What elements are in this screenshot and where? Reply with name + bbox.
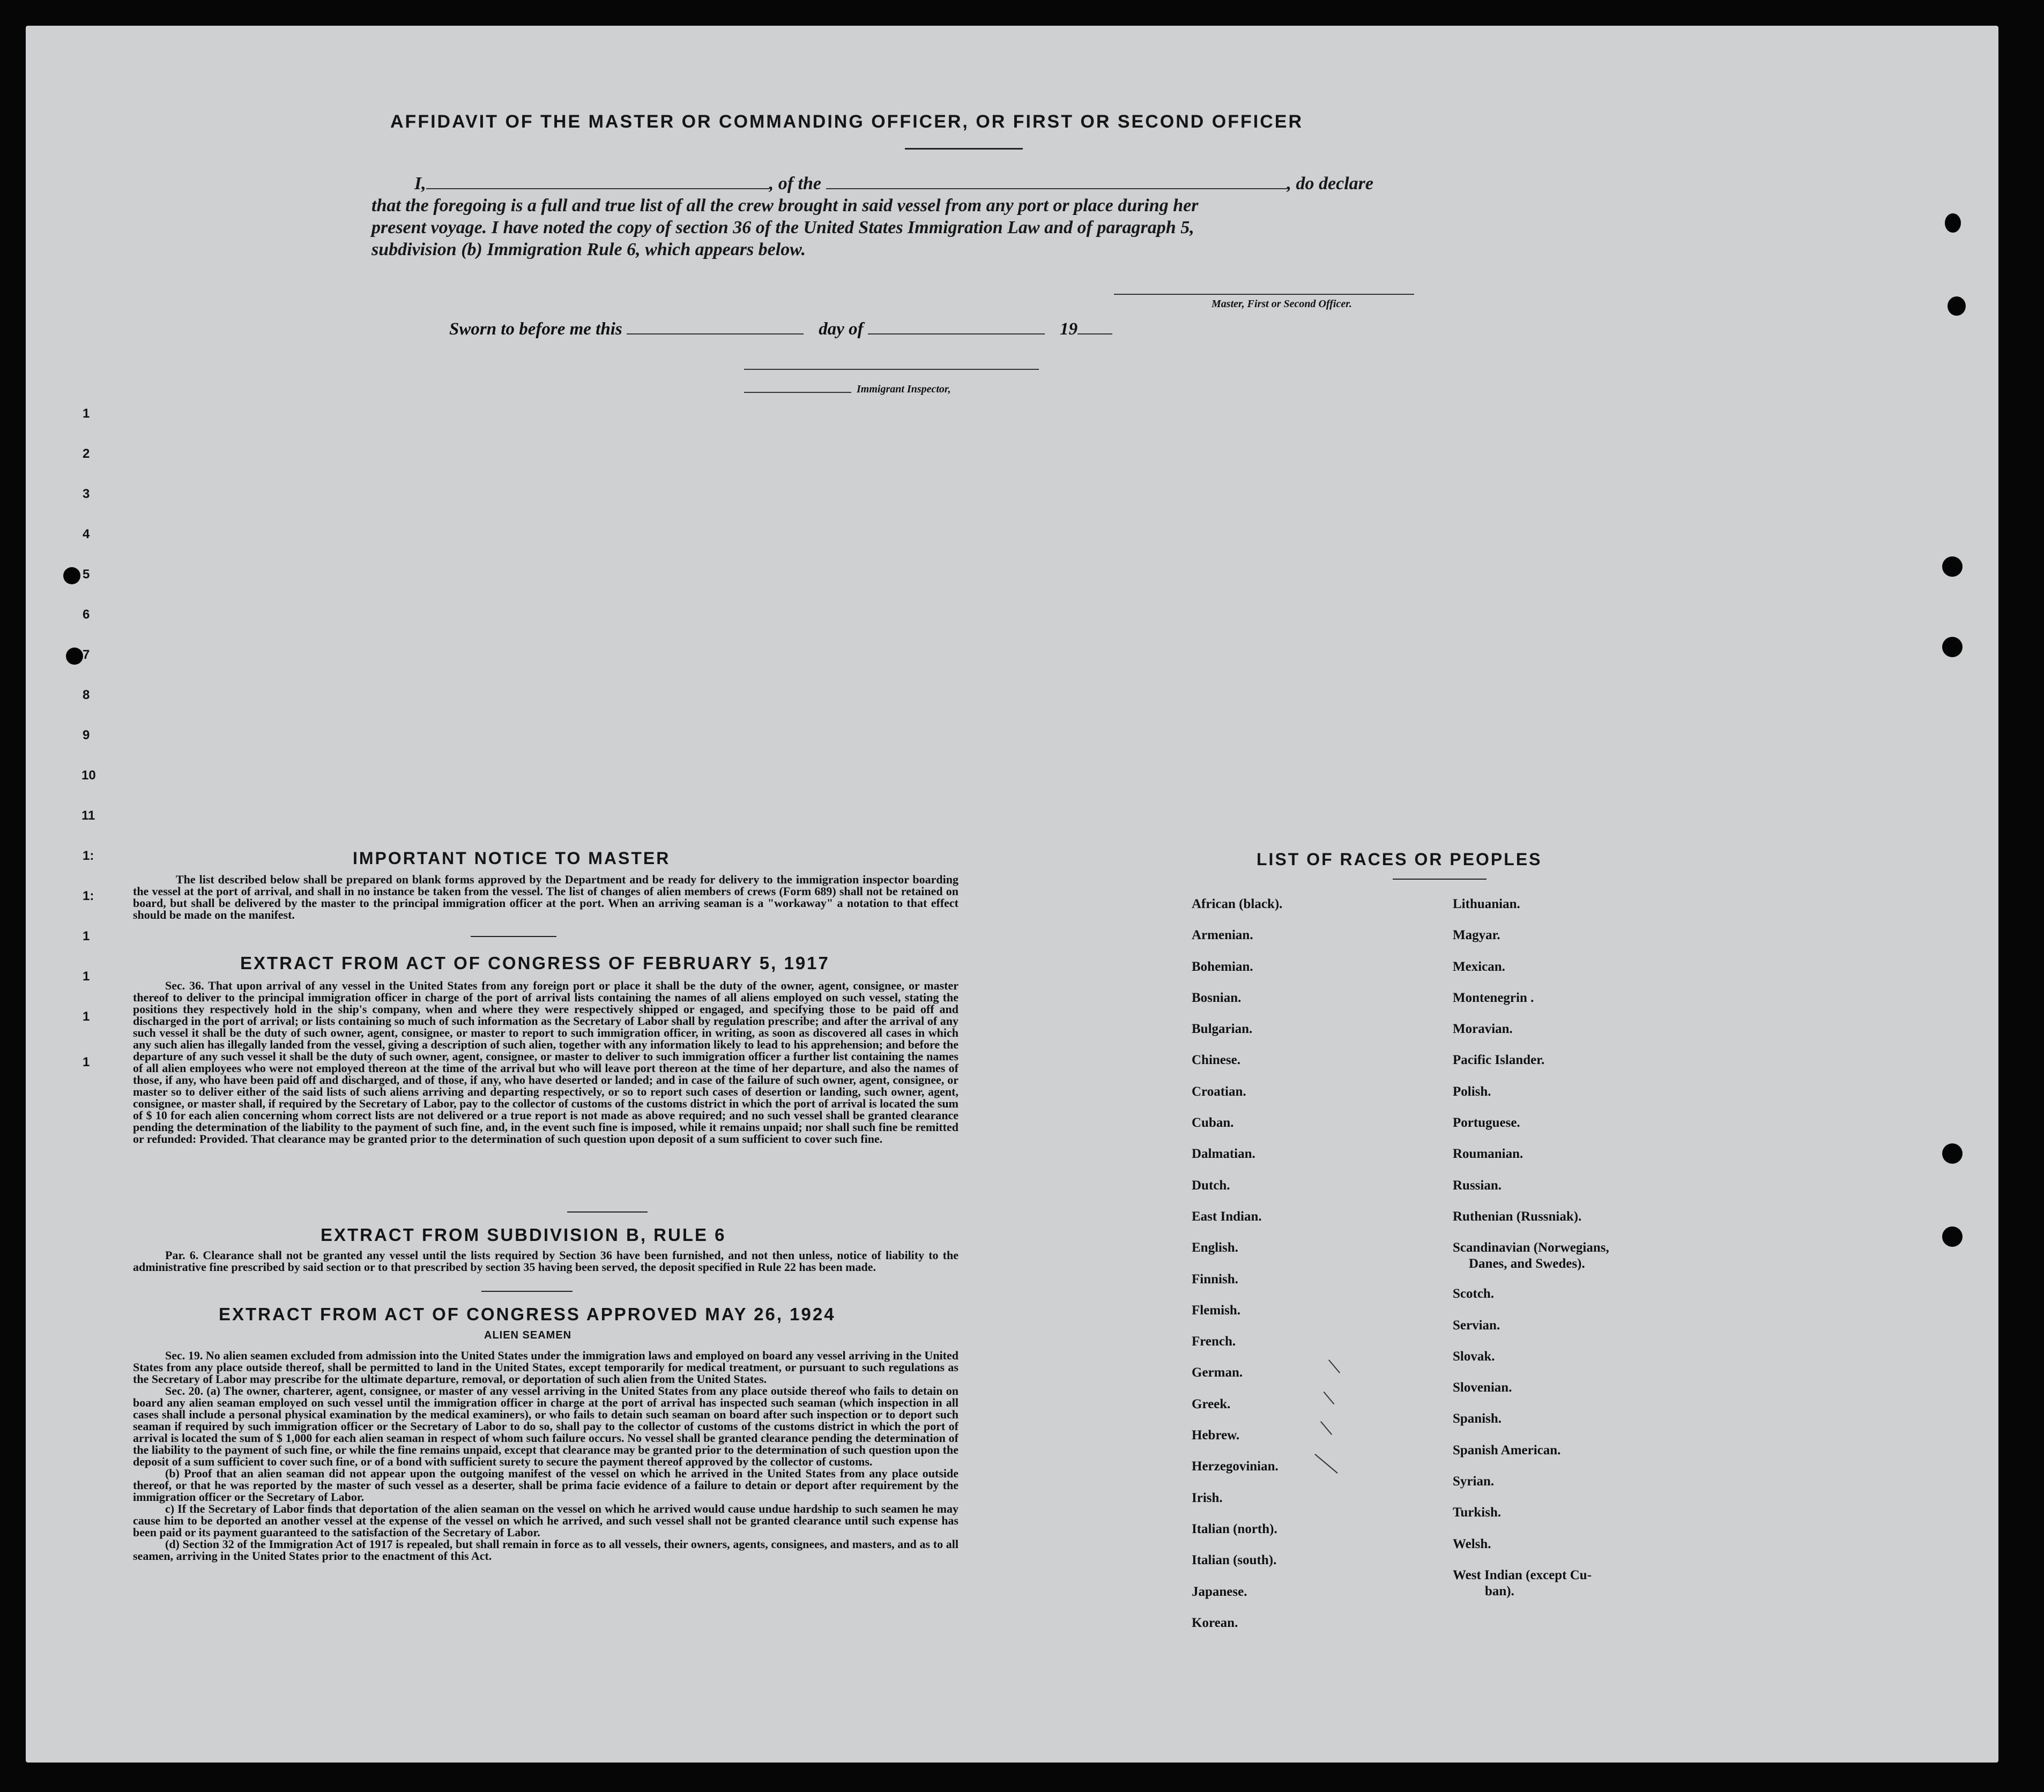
extract-1924-title: EXTRACT FROM ACT OF CONGRESS APPROVED MAY 26, 1924: [219, 1304, 836, 1324]
race-item: Spanish.: [1453, 1411, 1502, 1426]
race-item: Italian (south).: [1192, 1553, 1277, 1568]
punch-hole: [1942, 556, 1963, 577]
rule6-body: Par. 6. Clearance shall not be granted any vessel until the lists required by Section 36 have been furnished, and not then unless, notice of liability to the administrative fine prescribed by said section or to that prescribed by section 35 having been served, the deposit specified in Rule 22 has been made.: [133, 1248, 958, 1274]
margin-number: 1:: [83, 849, 94, 863]
declaration-line: that the foregoing is a full and true list of all the crew brought in said vessel from any port or place during her: [371, 196, 1199, 215]
race-item: West Indian (except Cu-: [1453, 1567, 1592, 1582]
races-right-column: [1453, 897, 1609, 1615]
pencil-mark: [1320, 1421, 1332, 1435]
margin-number: 8: [83, 688, 90, 702]
race-item: Spanish American.: [1453, 1442, 1561, 1458]
section-20c: c) If the Secretary of Labor finds that deportation of the alien seaman on the vessel on which he arrived would cause undue hardship to such seamen he may cause him to be deported an another vessel at the expense of the vessel on which he arrived, and such vessel shall not be granted clearance until such expense has been paid or its payment guaranteed to the satisfaction of the Secretary of Labor.: [133, 1502, 958, 1539]
race-item: Portuguese.: [1453, 1116, 1520, 1131]
section-20d: (d) Section 32 of the Immigration Act of 1917 is repealed, but shall remain in force as to all vessels, their owners, agents, consignees, and masters, and as to all seamen, arriving in the United States prior to the enactment of this Act.: [133, 1537, 958, 1563]
race-item: Welsh.: [1453, 1536, 1491, 1551]
margin-number: 3: [83, 487, 90, 501]
punch-hole: [1948, 296, 1966, 316]
divider: [471, 936, 556, 937]
race-item: Bosnian.: [1192, 990, 1242, 1005]
race-item: Flemish.: [1192, 1303, 1240, 1318]
manifest-back-page: [26, 26, 1998, 1763]
race-item: Magyar.: [1453, 928, 1500, 943]
i-label: I,: [414, 174, 426, 194]
punch-hole: [1942, 1143, 1963, 1164]
race-item: Scandinavian (Norwegians,: [1453, 1240, 1609, 1255]
race-item: English.: [1192, 1240, 1238, 1255]
sworn-label: Sworn to before me this: [449, 319, 622, 339]
section-20a: Sec. 20. (a) The owner, charterer, agent, consignee, or master of any vessel arriving in the United States from any place outside thereof who fails to detain on board any alien seaman employed on such vessel until the immigration officer in charge at the port of arrival has inspected such seaman (which inspection in all cases shall include a personal physical examination by the medical examiners), or who fails to detain such seaman on board after such inspection or to deport such seaman if required by such immigration officer or the Secretary of Labor to do so, shall pay to the collector of customs of the customs district in which the port of arrival is located the sum of $ 1,000 for each alien seaman in respect of whom such failure occurs. No vessel shall be granted clearance pending the determination of the liability to the payment of such fine, or while the fine remains unpaid, except that clearance may be granted prior to the determination of such question upon the deposit of a sum sufficient to cover such fine, or of a bond with sufficient surety to secure the payment thereof approved by the collector of customs.: [133, 1384, 958, 1468]
of-the-label: , of the: [769, 174, 822, 194]
margin-number: 11: [81, 808, 95, 823]
race-item: Dutch.: [1192, 1178, 1230, 1193]
section-20b: (b) Proof that an alien seaman did not appear upon the outgoing manifest of the vessel on which he arrived in the United States from any place outside thereof, or that he was reported by the master of such vessel as a deserter, shall be prima facie evidence of a failure to detain or deport after requirement by the immigration officer or the Secretary of Labor.: [133, 1467, 958, 1504]
race-item: Servian.: [1453, 1318, 1500, 1333]
race-item: Chinese.: [1192, 1053, 1240, 1068]
margin-number: 1: [83, 1055, 90, 1069]
race-item: Cuban.: [1192, 1116, 1234, 1131]
margin-number: 1:: [83, 889, 94, 903]
punch-hole: [63, 567, 80, 584]
margin-number: 1: [83, 969, 90, 984]
extract-1917-body: Sec. 36. That upon arrival of any vessel in the United States from any foreign port or place it shall be the duty of the owner, agent, consignee, or master thereof to deliver to the principal immigration officer in charge of the port of arrival lists containing the names of all aliens employed on such vessel, stating the positions they respectively hold in the ship's company, when and where they were respectively shipped or engaged, and specifying those to be paid off and discharged in the port of arrival; or lists containing so much of such information as the Secretary of Labor shall by regulation prescribe; and after the arrival of any such vessel it shall be the duty of such owner, agent, consignee, or master to report to such immigration officer, in writing, as soon as discovered all cases in which any such alien has illegally landed from the vessel, giving a description of such alien, together with any information likely to lead to his apprehension; and before the departure of any such vessel it shall be the duty of such owner, agent, consignee, or master to deliver to such immigration officer a further list containing the names of all alien employees who were not employed thereon at the time of the arrival but who will leave port thereon at the time of her departure, and also the names of those, if any, who have been paid off and discharged, and of those, if any, who have deserted or landed; and in case of the failure of such owner, agent, consignee, or master so to deliver either of the said lists of such aliens arriving and departing respectively, or so to report such cases of desertion or landing, such owner, agent, consignee, or master shall, if required by the Secretary of Labor, pay to the collector of customs of the customs district in which the port of arrival is located the sum of $ 10 for each alien concerning whom correct lists are not delivered or a true report is not made as above required; and no such vessel shall be granted clearance pending the determination of the liability to the payment of such fine, and, in the event such fine is imposed, while it remains unpaid; nor shall such fine be remitted or refunded: Provided. That clearance may be granted prior to the determination of such question upon deposit of a sum sufficient to cover such fine.: [133, 979, 958, 1146]
declaration-line: present voyage. I have noted the copy of section 36 of the United States Immigration Law and of paragraph 5,: [371, 218, 1194, 237]
race-item: Irish.: [1192, 1490, 1223, 1505]
do-declare-label: , do declare: [1287, 174, 1373, 194]
sworn-line: [449, 319, 1112, 339]
name-field[interactable]: [426, 188, 769, 189]
margin-number: 4: [83, 527, 90, 541]
race-item: African (black).: [1192, 897, 1283, 911]
extract-1917-title: EXTRACT FROM ACT OF CONGRESS OF FEBRUARY 5, 1917: [240, 953, 830, 973]
race-item: Croatian.: [1192, 1084, 1246, 1099]
margin-number: 7: [83, 648, 90, 662]
pencil-mark: [1324, 1392, 1335, 1404]
year-label: 19: [1060, 319, 1078, 339]
race-item: Herzegovinian.: [1192, 1459, 1279, 1474]
race-item: Slovak.: [1453, 1349, 1495, 1364]
race-item: Armenian.: [1192, 928, 1253, 943]
races-left-column: [1192, 897, 1282, 1647]
race-item: Lithuanian.: [1453, 897, 1520, 911]
margin-number: 5: [83, 567, 90, 582]
rule6-title: EXTRACT FROM SUBDIVISION B, RULE 6: [321, 1225, 726, 1245]
margin-number: 9: [83, 728, 90, 742]
race-item: Japanese.: [1192, 1584, 1247, 1599]
inspector-signature-line[interactable]: [744, 392, 851, 393]
master-signature-label: Master, First or Second Officer.: [1211, 298, 1352, 310]
affidavit-declaration: [371, 173, 1441, 261]
race-item: Bohemian.: [1192, 959, 1253, 974]
race-item: Dalmatian.: [1192, 1147, 1255, 1162]
inspector-signature-line[interactable]: [744, 369, 1039, 370]
pencil-mark: [1314, 1454, 1337, 1474]
notice-body: The list described below shall be prepared on blank forms approved by the Department and be ready for delivery to the immigration inspector boarding the vessel at the port of arrival, and shall in no instance be taken from the vessel. The list of changes of alien members of crews (Form 689) shall not be retained on board, but shall be delivered by the master to the principal immigration officer at the port. When an arriving seaman is a "workaway" a notation to that effect should be made on the manifest.: [133, 873, 958, 921]
month-field[interactable]: [868, 333, 1045, 334]
extract-1924-body: [133, 1350, 958, 1562]
race-item: Korean.: [1192, 1615, 1238, 1630]
punch-hole: [1942, 637, 1963, 657]
day-of-label: day of: [819, 319, 864, 339]
race-item: Scotch.: [1453, 1287, 1495, 1302]
race-item: Pacific Islander.: [1453, 1053, 1545, 1068]
vessel-field[interactable]: [826, 188, 1287, 189]
notice-title: IMPORTANT NOTICE TO MASTER: [353, 849, 671, 868]
race-item: German.: [1192, 1365, 1243, 1380]
extract-1924-subtitle: ALIEN SEAMEN: [484, 1329, 572, 1341]
race-item: Greek.: [1192, 1396, 1231, 1411]
margin-number: 6: [83, 607, 90, 622]
race-item: Montenegrin .: [1453, 990, 1534, 1005]
race-item: Slovenian.: [1453, 1380, 1512, 1395]
race-item: East Indian.: [1192, 1209, 1262, 1224]
master-signature-line[interactable]: [1114, 294, 1414, 295]
race-item: Ruthenian (Russniak).: [1453, 1209, 1582, 1224]
day-field[interactable]: [627, 333, 804, 334]
margin-number: 1: [83, 929, 90, 943]
race-item: Bulgarian.: [1192, 1022, 1253, 1037]
punch-hole: [1942, 1226, 1963, 1247]
divider: [1393, 879, 1486, 880]
race-item: Italian (north).: [1192, 1521, 1277, 1536]
race-item: Syrian.: [1453, 1474, 1495, 1489]
pencil-mark: [1328, 1359, 1340, 1373]
year-field[interactable]: [1077, 333, 1112, 334]
declaration-line: subdivision (b) Immigration Rule 6, which appears below.: [371, 240, 806, 259]
divider: [567, 1211, 648, 1213]
race-item: Finnish.: [1192, 1271, 1238, 1287]
punch-hole: [66, 648, 83, 665]
race-item: Turkish.: [1453, 1505, 1502, 1520]
race-item: Danes, and Swedes).: [1469, 1256, 1585, 1271]
affidavit-title: AFFIDAVIT OF THE MASTER OR COMMANDING OFFICER, OR FIRST OR SECOND OFFICER: [390, 111, 1303, 132]
margin-number: 1: [83, 1009, 90, 1024]
inspector-label: Immigrant Inspector,: [857, 383, 951, 395]
race-item: Mexican.: [1453, 959, 1505, 974]
race-item: Polish.: [1453, 1084, 1491, 1099]
race-item: Hebrew.: [1192, 1428, 1240, 1443]
margin-number: 2: [83, 447, 90, 461]
margin-number: 10: [81, 768, 96, 783]
divider: [481, 1291, 573, 1292]
divider: [905, 148, 1023, 150]
race-item: Moravian.: [1453, 1022, 1513, 1037]
section-19: Sec. 19. No alien seamen excluded from admission into the United States under the immigration laws and employed on board any vessel arriving in the United States from any place outside thereof, shall be permitted to land in the United States, except temporarily for medical treatment, or pursuant to such regulations as the Secretary of Labor may prescribe for the ultimate departure, removal, or deportation of such alien from the United States.: [133, 1349, 958, 1386]
race-item: ban).: [1485, 1583, 1514, 1598]
race-item: French.: [1192, 1334, 1236, 1349]
race-item: Roumanian.: [1453, 1147, 1523, 1162]
races-title: LIST OF RACES OR PEOPLES: [1257, 850, 1542, 869]
race-item: Russian.: [1453, 1178, 1502, 1193]
margin-number: 1: [83, 406, 90, 421]
punch-hole: [1945, 213, 1961, 233]
